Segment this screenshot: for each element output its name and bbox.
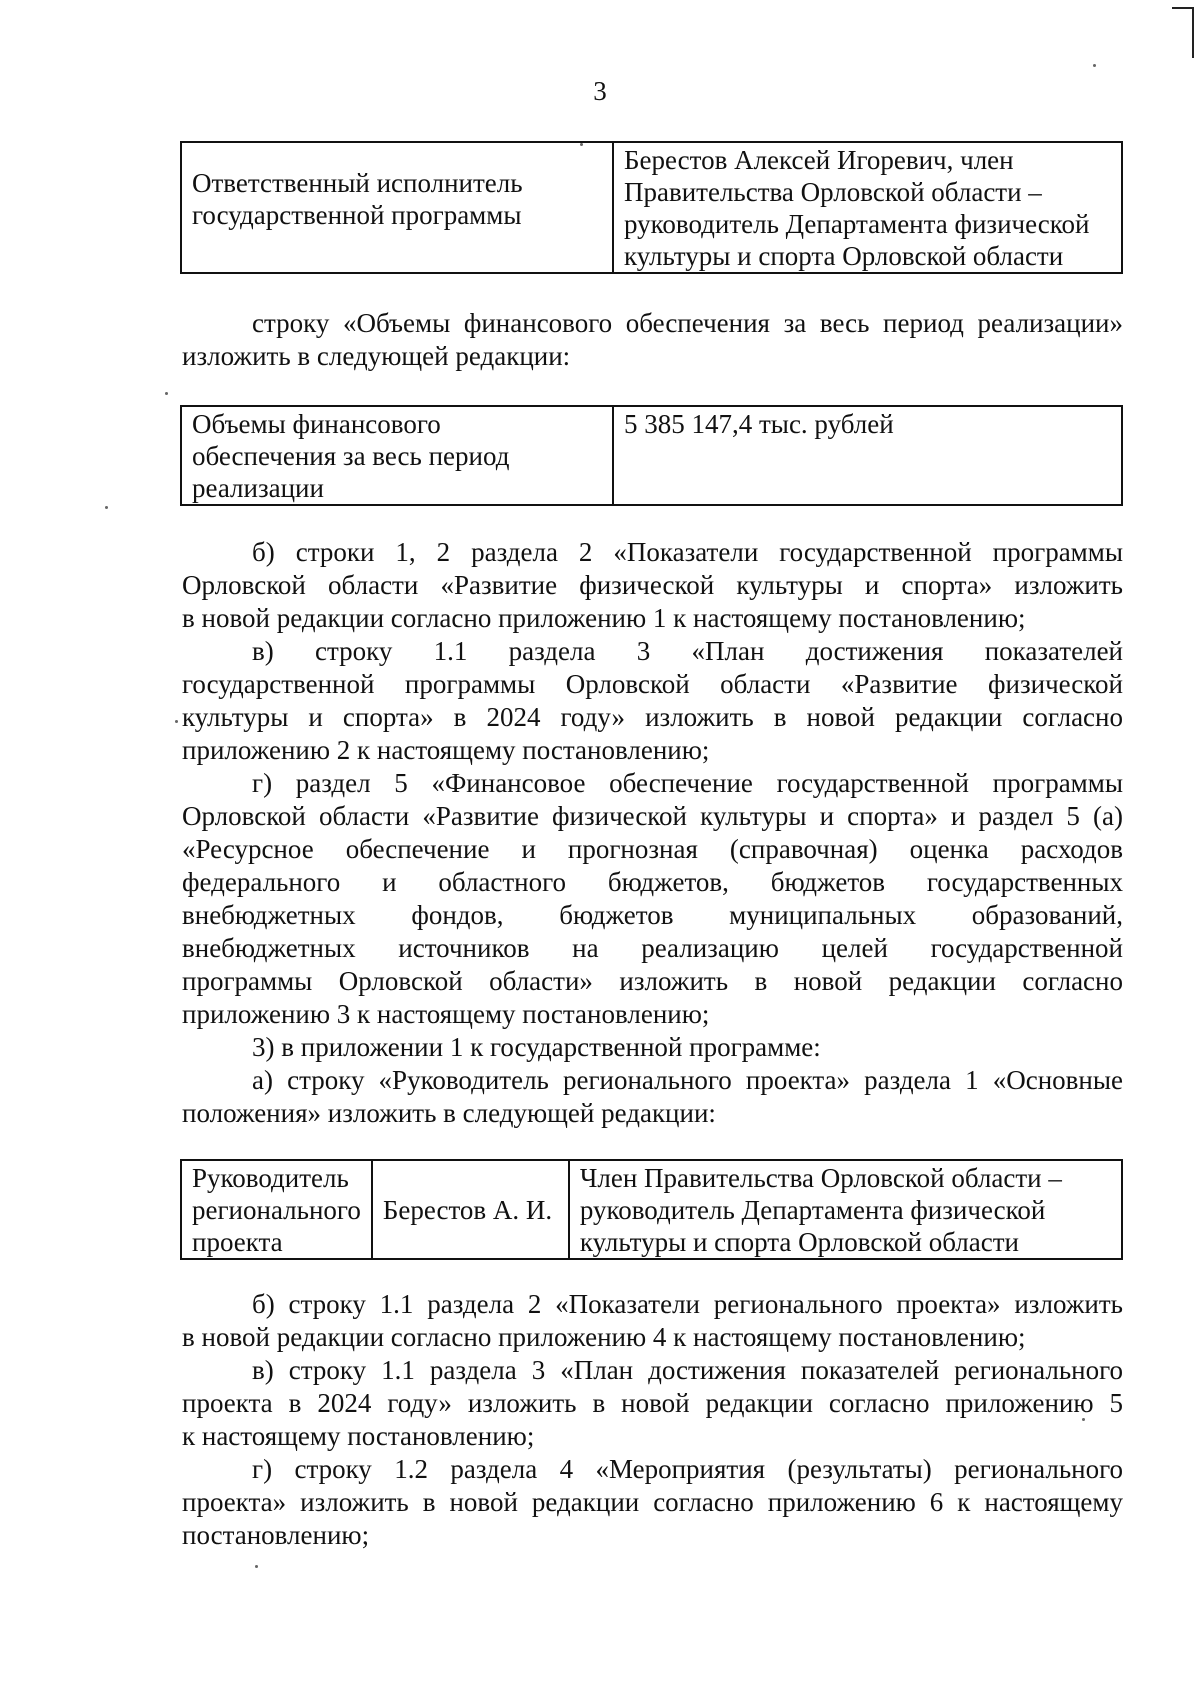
text-line: изложить в следующей редакции: [182,341,571,371]
leader-name: Берестов А. И. [382,1194,553,1225]
scan-speck [1093,64,1096,67]
text-line: 3) в приложении 1 к государственной программе: [252,1032,821,1062]
paragraph-intro [182,307,1123,373]
scan-speck [1082,1418,1085,1421]
scan-speck [105,506,108,509]
text-line: в) строку 1.1 раздела 3 «План достижения показателей [252,636,1123,666]
paragraph-g [182,767,1123,1031]
paragraph-3 [182,1031,1123,1064]
executor-value-line: Берестов Алексей Игоревич, член [624,145,1014,175]
page-number: 3 [593,76,607,106]
text-line: г) строку 1.2 раздела 4 «Мероприятия (результаты) регионального [252,1454,1123,1484]
finance-value-cell [613,406,1122,505]
text-line: г) раздел 5 «Финансовое обеспечение государственной программы [252,768,1123,798]
text-line: культуры и спорта» в 2024 году» изложить в новой редакции согласно [182,702,1123,732]
text-line: приложению 2 к настоящему постановлению; [182,735,710,765]
text-line: б) строки 1, 2 раздела 2 «Показатели государственной программы [252,537,1123,567]
paragraph-3g [182,1453,1123,1552]
text-line: проекта» изложить в новой редакции согласно приложению 6 к настоящему [182,1487,1123,1517]
scan-corner-mark [1160,0,1200,60]
executor-value-line: культуры и спорта Орловской области [624,241,1064,271]
text-line: государственной программы Орловской области «Развитие физической [182,669,1123,699]
text-line: в) строку 1.1 раздела 3 «План достижения показателей регионального [252,1355,1123,1385]
text-line: Орловской области «Развитие физической культуры и спорта» изложить [182,570,1123,600]
executor-label-cell [181,142,613,273]
text-line: приложению 3 к настоящему постановлению; [182,999,710,1029]
text-line: внебюджетных источников на реализацию целей государственной [182,933,1123,963]
finance-table [180,405,1123,506]
executor-label-line: Ответственный исполнитель [192,168,523,198]
leader-label-line: регионального [192,1195,361,1225]
executor-label-line: государственной программы [192,200,522,230]
text-line: постановлению; [182,1520,370,1550]
executor-value-cell [613,142,1122,273]
text-line: положения» изложить в следующей редакции: [182,1098,716,1128]
text-line: а) строку «Руководитель регионального проекта» раздела 1 «Основные [252,1065,1123,1095]
finance-label-line: обеспечения за весь период [192,441,510,471]
leader-table [180,1159,1123,1260]
leader-name-cell [372,1160,569,1259]
leader-position-line: культуры и спорта Орловской области [579,1227,1019,1257]
finance-label-line: Объемы финансового [192,409,441,439]
finance-label-cell [181,406,613,505]
text-line: к настоящему постановлению; [182,1421,535,1451]
text-line: внебюджетных фондов, бюджетов муниципальных образований, [182,900,1123,930]
paragraph-3v [182,1354,1123,1453]
executor-value-line: Правительства Орловской области – [624,177,1042,207]
text-line: проекта в 2024 году» изложить в новой редакции согласно приложению 5 [182,1388,1123,1418]
leader-position-line: руководитель Департамента физической [579,1195,1046,1225]
text-line: «Ресурсное обеспечение и прогнозная (справочная) оценка расходов [182,834,1123,864]
text-line: в новой редакции согласно приложению 1 к настоящему постановлению; [182,603,1026,633]
paragraph-3b [182,1288,1123,1354]
text-line: б) строку 1.1 раздела 2 «Показатели регионального проекта» изложить [252,1289,1123,1319]
text-line: федерального и областного бюджетов, бюджетов государственных [182,867,1123,897]
text-line: в новой редакции согласно приложению 4 к настоящему постановлению; [182,1322,1026,1352]
leader-position-line: Член Правительства Орловской области – [579,1163,1062,1193]
executor-value-line: руководитель Департамента физической [624,209,1090,239]
leader-label-line: Руководитель [192,1163,349,1193]
paragraph-v [182,635,1123,767]
paragraph-b [182,536,1123,635]
executor-table [180,141,1123,274]
scan-speck [580,143,583,146]
text-line: Орловской области «Развитие физической культуры и спорта» и раздел 5 (а) [182,801,1123,831]
scan-speck [255,1565,258,1568]
paragraph-3a [182,1064,1123,1130]
finance-label-line: реализации [192,473,324,503]
scan-speck [175,720,178,723]
scan-speck [165,392,168,395]
leader-label-line: проекта [192,1227,283,1257]
finance-value: 5 385 147,4 тыс. рублей [624,409,894,439]
text-line: программы Орловской области» изложить в новой редакции согласно [182,966,1123,996]
text-line: строку «Объемы финансового обеспечения за весь период реализации» [252,308,1123,338]
leader-position-cell [569,1160,1122,1259]
leader-label-cell [181,1160,372,1259]
